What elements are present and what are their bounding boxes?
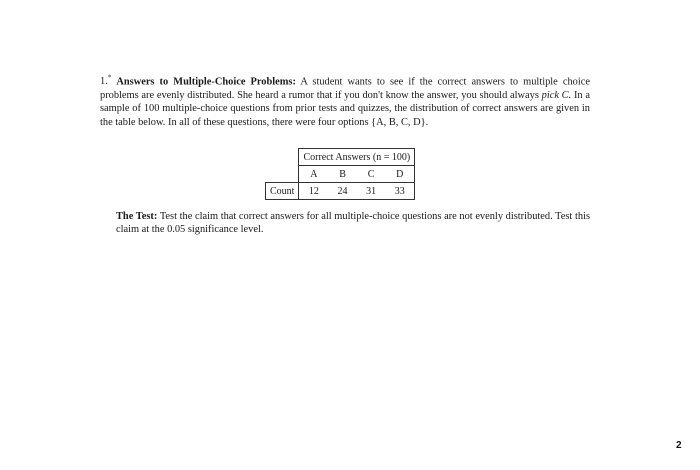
problem-text-part2: In a sample of 100 multiple-choice questions from prior tests and quizzes, the distribution of correct answers are given in the table below. In all of these questions, there were four options {A, B, C, D}.	[100, 89, 590, 128]
option-c: C	[357, 166, 386, 183]
option-a: A	[299, 166, 328, 183]
problem-statement	[100, 72, 590, 129]
table-corner	[266, 149, 299, 166]
answer-count-table	[265, 148, 415, 200]
test-statement	[116, 210, 590, 237]
problem-pick-c: pick C.	[541, 89, 572, 101]
count-a: 12	[299, 183, 328, 200]
page-number: 2	[676, 440, 682, 451]
table-header: Correct Answers (n = 100)	[299, 149, 415, 166]
option-d: D	[385, 166, 414, 183]
problem-number: 1.*	[100, 74, 112, 88]
count-b: 24	[328, 183, 357, 200]
problem-title: Answers to Multiple-Choice Problems:	[116, 76, 296, 88]
test-text: Test the claim that correct answers for all multiple-choice questions are not evenly distributed. Test this claim at the 0.05 significance level.	[116, 211, 590, 236]
count-d: 33	[385, 183, 414, 200]
option-b: B	[328, 166, 357, 183]
count-row-label: Count	[266, 183, 299, 200]
count-c: 31	[357, 183, 386, 200]
test-title: The Test:	[116, 211, 158, 222]
table-corner-2	[266, 166, 299, 183]
problem-text-part1: A student wants to see if the correct answers to multiple choice problems are evenly distributed. She heard a rumor that if you don't know the answer, you should always	[100, 76, 590, 101]
